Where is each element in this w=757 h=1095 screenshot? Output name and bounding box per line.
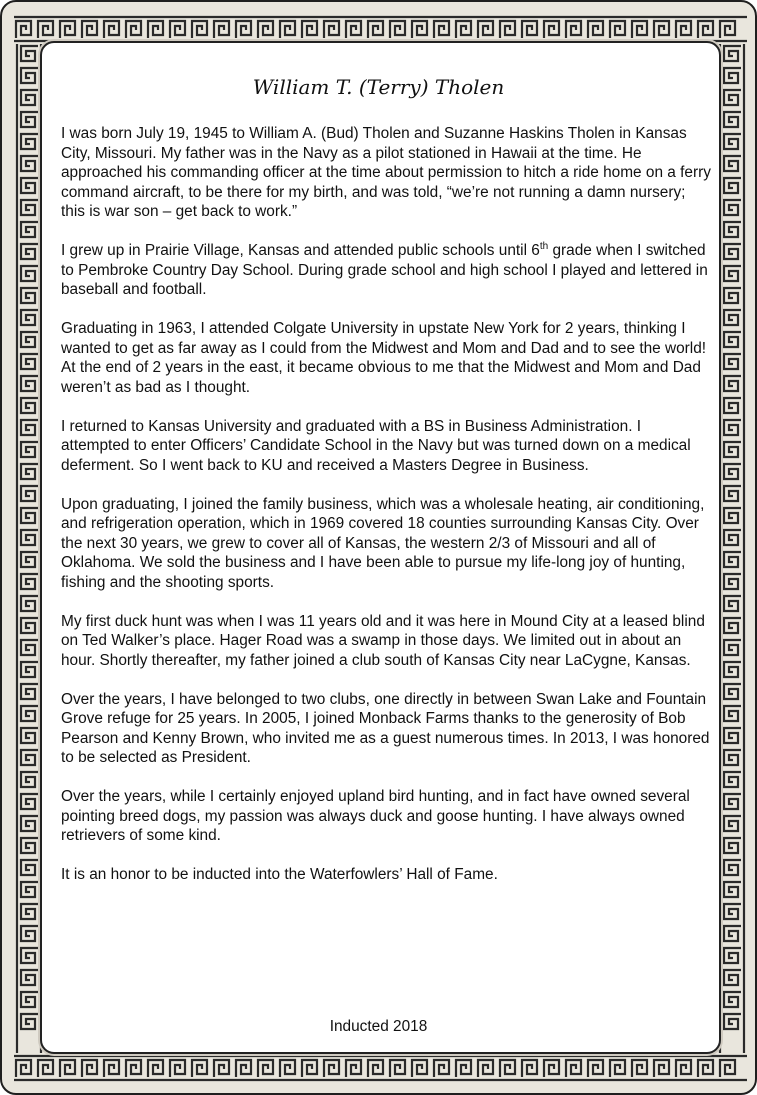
paragraph-school-after: grade when I switched to Pembroke Country Day School. During grade school and high school I played and lettered in baseball and football. [61,242,708,298]
paragraph-school [61,241,711,300]
paragraph-passion: Over the years, while I certainly enjoyed upland bird hunting, and in fact have owned several pointing breed dogs, my passion was always duck and goose hunting. I have always owned retrievers of some kind. [61,788,690,844]
greek-key-border-right [717,44,747,1053]
paragraph-business: Upon graduating, I joined the family business, which was a wholesale heating, air conditioning, and refrigeration operation, which in 1969 covered 18 counties surrounding Kansas City. Over the next 30 years, we grew to cover all of Kansas, the western 2/3 of Missouri and all of Oklahoma. We sold the business and I have been able to pursue my life-long joy of hunting, fishing and the shooting sports. [61,495,705,591]
paragraph-ku: I returned to Kansas University and graduated with a BS in Business Administration. I attempted to enter Officers’ Candidate School in the Navy but was turned down on a medical deferment. So I went back to KU and received a Masters Degree in Business. [61,417,691,474]
paragraph-clubs: Over the years, I have belonged to two clubs, one directly in between Swan Lake and Fountain Grove refuge for 25 years. In 2005, I joined Monback Farms thanks to the generosity of Bob Pearson and Kenny Brown, who invited me as a guest numerous times. In 2013, I was honored to be selected as President. [61,690,710,766]
document-title: William T. (Terry) Tholen [252,75,505,99]
paragraph-honor: It is an honor to be inducted into the Waterfowlers’ Hall of Fame. [61,866,498,883]
ordinal-suffix: th [539,240,549,252]
greek-key-border-bottom [14,1053,747,1083]
paragraph-school-before: I grew up in Prairie Village, Kansas and attended public schools until 6 [61,242,540,259]
paragraph-birth: I was born July 19, 1945 to William A. (Bud) Tholen and Suzanne Haskins Tholen in Kansas City, Missouri. My father was in the Navy as a pilot stationed in Hawaii at the time. He approached his commanding officer at the time about permission to hitch a ride home on a ferry command aircraft, to be there for my birth, and was told, “we’re not running a damn nursery; this is war son – get back to work.” [61,125,711,220]
greek-key-border-top [14,14,747,44]
inducted-year: Inducted 2018 [329,1018,428,1035]
paragraph-college: Graduating in 1963, I attended Colgate University in upstate New York for 2 years, thinking I wanted to get as far away as I could from the Midwest and Mom and Dad and to see the world! At the end of 2 years in the east, it became obvious to me that the Midwest and Mom and Dad weren’t as bad as I thought. [61,320,707,396]
biography-body [61,124,711,904]
paragraph-first-hunt: My first duck hunt was when I was 11 years old and it was here in Mound City at a leased blind on Ted Walker’s place. Hager Road was a swamp in those days. We limited out in about an hour. Shortly thereafter, my father joined a club south of Kansas City near LaCygne, Kansas. [61,612,705,669]
